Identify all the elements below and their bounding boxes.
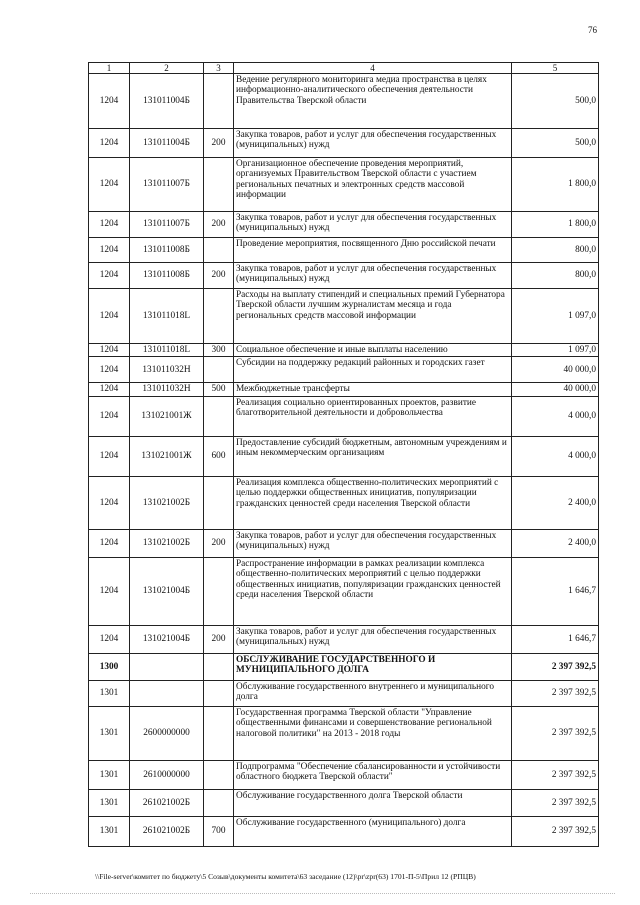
item-name-cell: Реализация социально ориентированных проектов, развитие благотворительной деятельности и добровольчества xyxy=(234,396,512,436)
target-article-cell: 131011008Б xyxy=(130,238,204,263)
amount-cell: 40 000,0 xyxy=(512,357,599,383)
expense-type-cell xyxy=(204,396,234,436)
amount-cell: 1 646,7 xyxy=(512,557,599,625)
amount-cell: 4 000,0 xyxy=(512,436,599,476)
target-article-cell: 131011004Б xyxy=(130,129,204,158)
item-name-cell: Закупка товаров, работ и услуг для обеспечения государственных (муниципальных) нужд xyxy=(234,129,512,158)
section-code-cell: 1204 xyxy=(89,289,130,344)
amount-cell: 40 000,0 xyxy=(512,383,599,396)
target-article-cell: 131021001Ж xyxy=(130,436,204,476)
section-code-cell: 1204 xyxy=(89,436,130,476)
header-col-2: 2 xyxy=(130,63,204,74)
table-row xyxy=(89,396,599,436)
target-article-cell: 131011032Н xyxy=(130,357,204,383)
item-name-cell: Закупка товаров, работ и услуг для обеспечения государственных (муниципальных) нужд xyxy=(234,625,512,653)
amount-cell: 800,0 xyxy=(512,263,599,289)
expense-type-cell: 200 xyxy=(204,263,234,289)
section-code-cell: 1301 xyxy=(89,760,130,789)
amount-cell: 1 800,0 xyxy=(512,158,599,212)
table-row xyxy=(89,436,599,476)
amount-cell: 2 397 392,5 xyxy=(512,653,599,680)
target-article-cell: 131011008Б xyxy=(130,263,204,289)
target-article-cell: 131021004Б xyxy=(130,625,204,653)
expense-type-cell xyxy=(204,74,234,129)
expense-type-cell xyxy=(204,653,234,680)
item-name-cell: Предоставление субсидий бюджетным, автономным учреждениям и иным некоммерческим организациям xyxy=(234,436,512,476)
amount-cell: 2 400,0 xyxy=(512,476,599,529)
item-name-cell: Распространение информации в рамках реализации комплекса общественно-политических мероприятий с целью поддержки общественных инициатив, популяризации гражданских ценностей среди населения Тверской области xyxy=(234,557,512,625)
expense-type-cell xyxy=(204,680,234,706)
amount-cell: 1 097,0 xyxy=(512,289,599,344)
expense-type-cell: 200 xyxy=(204,129,234,158)
page-number: 76 xyxy=(588,25,597,35)
table-header-row xyxy=(89,63,599,74)
table-row xyxy=(89,212,599,238)
expense-type-cell xyxy=(204,476,234,529)
footer-file-path: \\File-server\комитет по бюджету\5 Созыв\документы комитета\63 заседание (12)\pr\zpr(63) 1701-П-5\Прил 12 (РПЦВ) xyxy=(95,872,476,881)
item-name-cell: Подпрограмма "Обеспечение сбалансированности и устойчивости областного бюджета Тверской области" xyxy=(234,760,512,789)
header-col-1: 1 xyxy=(89,63,130,74)
expense-type-cell: 300 xyxy=(204,344,234,357)
item-name-cell: ОБСЛУЖИВАНИЕ ГОСУДАРСТВЕННОГО И МУНИЦИПАЛЬНОГО ДОЛГА xyxy=(234,653,512,680)
section-code-cell: 1204 xyxy=(89,557,130,625)
item-name-cell: Обслуживание государственного долга Тверской области xyxy=(234,789,512,816)
table-row xyxy=(89,383,599,396)
expense-type-cell xyxy=(204,760,234,789)
expense-type-cell xyxy=(204,557,234,625)
section-code-cell: 1204 xyxy=(89,625,130,653)
table-row xyxy=(89,357,599,383)
expense-type-cell xyxy=(204,158,234,212)
target-article-cell: 131011004Б xyxy=(130,74,204,129)
item-name-cell: Обслуживание государственного (муниципального) долга xyxy=(234,816,512,846)
expense-type-cell: 200 xyxy=(204,625,234,653)
target-article-cell: 131011032Н xyxy=(130,383,204,396)
target-article-cell xyxy=(130,680,204,706)
item-name-cell: Проведение мероприятия, посвященного Дню российской печати xyxy=(234,238,512,263)
amount-cell: 4 000,0 xyxy=(512,396,599,436)
table-row xyxy=(89,476,599,529)
section-code-cell: 1204 xyxy=(89,344,130,357)
expense-type-cell: 200 xyxy=(204,212,234,238)
table-row xyxy=(89,529,599,557)
section-code-cell: 1301 xyxy=(89,816,130,846)
expense-type-cell: 600 xyxy=(204,436,234,476)
amount-cell: 2 397 392,5 xyxy=(512,789,599,816)
target-article-cell: 131011007Б xyxy=(130,158,204,212)
section-code-cell: 1204 xyxy=(89,476,130,529)
target-article-cell: 261021002Б xyxy=(130,816,204,846)
item-name-cell: Ведение регулярного мониторинга медиа пространства в целях информационно-аналитического обеспечения деятельности Правительства Тверской области xyxy=(234,74,512,129)
amount-cell: 2 397 392,5 xyxy=(512,680,599,706)
amount-cell: 500,0 xyxy=(512,129,599,158)
item-name-cell: Закупка товаров, работ и услуг для обеспечения государственных (муниципальных) нужд xyxy=(234,212,512,238)
table-row xyxy=(89,238,599,263)
target-article-cell: 2610000000 xyxy=(130,760,204,789)
table-row xyxy=(89,625,599,653)
amount-cell: 500,0 xyxy=(512,74,599,129)
expense-type-cell: 200 xyxy=(204,529,234,557)
expense-type-cell xyxy=(204,289,234,344)
expense-type-cell: 700 xyxy=(204,816,234,846)
target-article-cell: 131021004Б xyxy=(130,557,204,625)
table-row xyxy=(89,557,599,625)
target-article-cell: 131021001Ж xyxy=(130,396,204,436)
table-row xyxy=(89,680,599,706)
section-code-cell: 1204 xyxy=(89,263,130,289)
section-code-cell: 1300 xyxy=(89,653,130,680)
section-code-cell: 1204 xyxy=(89,383,130,396)
amount-cell: 2 400,0 xyxy=(512,529,599,557)
section-code-cell: 1204 xyxy=(89,212,130,238)
amount-cell: 2 397 392,5 xyxy=(512,760,599,789)
table-row xyxy=(89,263,599,289)
header-col-5: 5 xyxy=(512,63,599,74)
header-col-3: 3 xyxy=(204,63,234,74)
expense-type-cell xyxy=(204,357,234,383)
item-name-cell: Межбюджетные трансферты xyxy=(234,383,512,396)
item-name-cell: Социальное обеспечение и иные выплаты населению xyxy=(234,344,512,357)
item-name-cell: Расходы на выплату стипендий и специальных премий Губернатора Тверской области лучшим журналистам месяца и года региональных средств массовой информации xyxy=(234,289,512,344)
section-code-cell: 1204 xyxy=(89,396,130,436)
page-edge-line xyxy=(30,893,615,894)
item-name-cell: Обслуживание государственного внутреннего и муниципального долга xyxy=(234,680,512,706)
table-row xyxy=(89,74,599,129)
amount-cell: 1 097,0 xyxy=(512,344,599,357)
expense-type-cell xyxy=(204,238,234,263)
section-code-cell: 1204 xyxy=(89,357,130,383)
section-code-cell: 1204 xyxy=(89,529,130,557)
table-row xyxy=(89,789,599,816)
item-name-cell: Организационное обеспечение проведения мероприятий, организуемых Правительством Тверской области с участием региональных печатных и электронных средств массовой информации xyxy=(234,158,512,212)
item-name-cell: Реализация комплекса общественно-политических мероприятий с целью поддержки общественных инициатив, популяризации гражданских ценностей среди населения Тверской области xyxy=(234,476,512,529)
section-code-cell: 1204 xyxy=(89,129,130,158)
amount-cell: 1 646,7 xyxy=(512,625,599,653)
table-row xyxy=(89,760,599,789)
item-name-cell: Государственная программа Тверской области "Управление общественными финансами и совершенствование региональной налоговой политики" на 2013 - 2018 годы xyxy=(234,706,512,760)
table-row xyxy=(89,706,599,760)
target-article-cell: 131021002Б xyxy=(130,476,204,529)
item-name-cell: Закупка товаров, работ и услуг для обеспечения государственных (муниципальных) нужд xyxy=(234,263,512,289)
expense-type-cell xyxy=(204,789,234,816)
amount-cell: 800,0 xyxy=(512,238,599,263)
target-article-cell: 131011007Б xyxy=(130,212,204,238)
target-article-cell xyxy=(130,653,204,680)
amount-cell: 1 800,0 xyxy=(512,212,599,238)
expense-type-cell: 500 xyxy=(204,383,234,396)
section-code-cell: 1301 xyxy=(89,706,130,760)
header-col-4: 4 xyxy=(234,63,512,74)
item-name-cell: Субсидии на поддержку редакций районных и городских газет xyxy=(234,357,512,383)
table-row xyxy=(89,344,599,357)
item-name-cell: Закупка товаров, работ и услуг для обеспечения государственных (муниципальных) нужд xyxy=(234,529,512,557)
table-row xyxy=(89,289,599,344)
section-code-cell: 1204 xyxy=(89,74,130,129)
target-article-cell: 131011018L xyxy=(130,344,204,357)
target-article-cell: 131021002Б xyxy=(130,529,204,557)
section-code-cell: 1204 xyxy=(89,158,130,212)
amount-cell: 2 397 392,5 xyxy=(512,816,599,846)
table-row xyxy=(89,816,599,846)
target-article-cell: 131011018L xyxy=(130,289,204,344)
table-row xyxy=(89,129,599,158)
table-row xyxy=(89,158,599,212)
expense-type-cell xyxy=(204,706,234,760)
section-code-cell: 1301 xyxy=(89,680,130,706)
budget-table xyxy=(88,62,599,847)
target-article-cell: 2600000000 xyxy=(130,706,204,760)
table-row xyxy=(89,653,599,680)
section-code-cell: 1301 xyxy=(89,789,130,816)
target-article-cell: 261021002Б xyxy=(130,789,204,816)
amount-cell: 2 397 392,5 xyxy=(512,706,599,760)
section-code-cell: 1204 xyxy=(89,238,130,263)
